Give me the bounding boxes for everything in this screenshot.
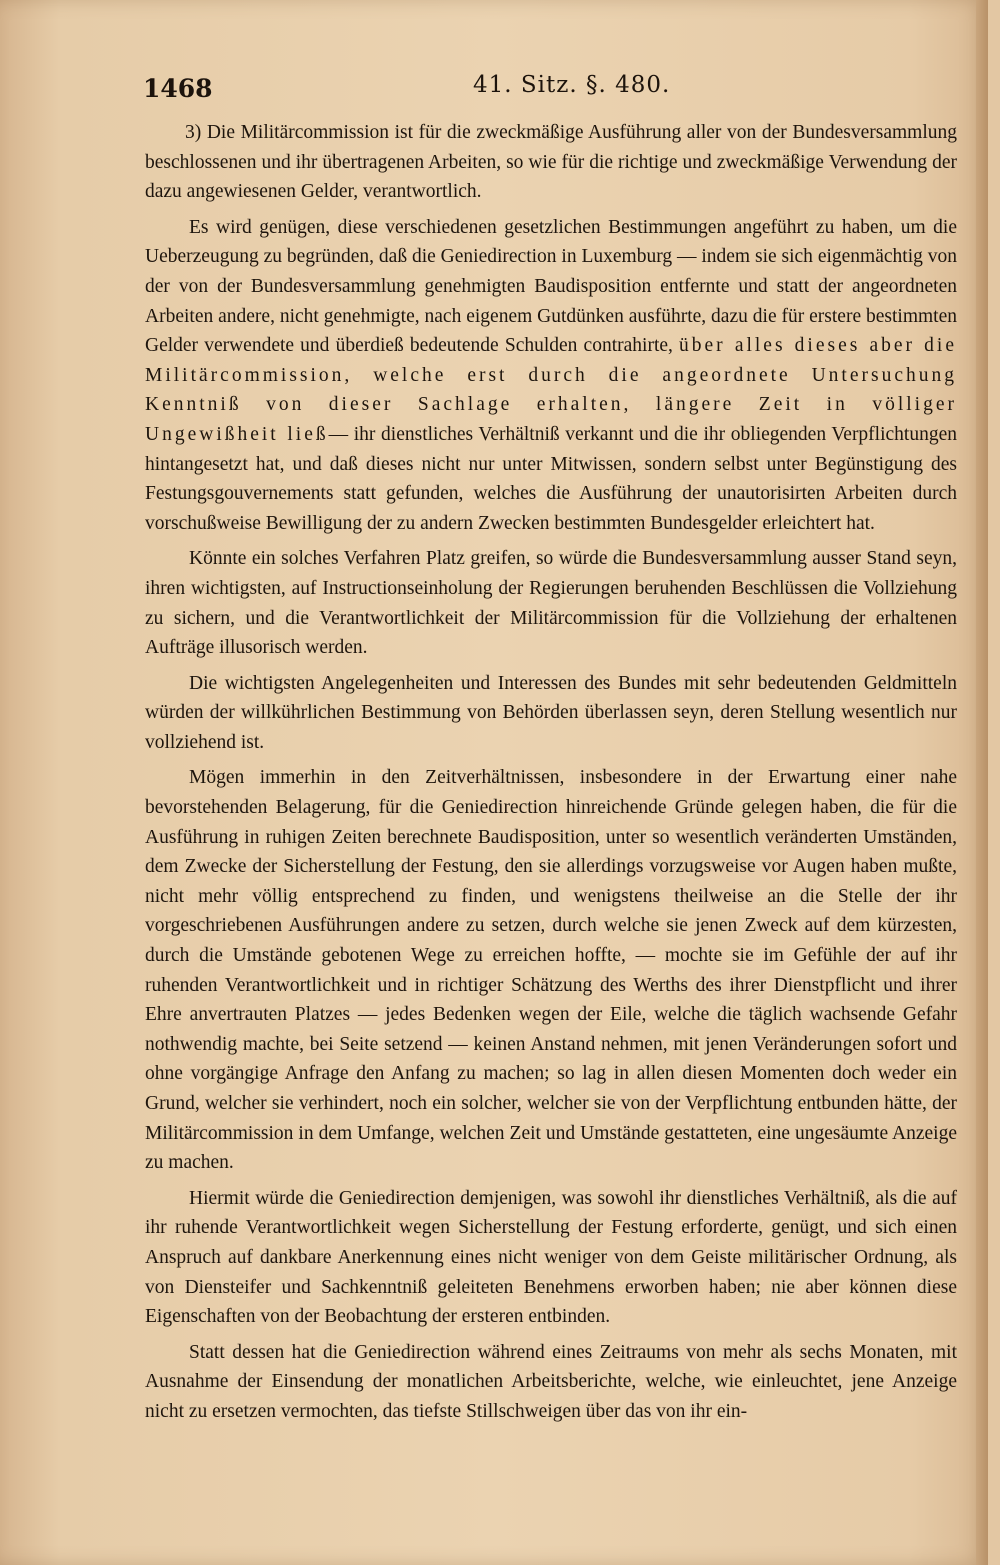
paragraph: Die wichtigsten Angelegenheiten und Interessen des Bundes mit sehr bedeutenden Geldmitteln würden der willkührlichen Bestimmung von Behörden überlassen seyn, deren Stellung wesentlich nur vollziehend ist. xyxy=(145,672,957,753)
page-number: 1468 xyxy=(143,74,213,103)
paragraph: Könnte ein solches Verfahren Platz greifen, so würde die Bundesversammlung ausser Stand seyn, ihren wichtigsten, auf Instructionseinholung der Regierungen beruhenden Beschlüssen die Vollziehung zu sichern, und die Verantwortlichkeit der Militärcommission für die Vollziehung der erhaltenen Aufträge illusorisch werden. xyxy=(145,548,957,659)
paragraph-text: Es wird genügen, diese verschiedenen gesetzlichen Bestimmungen angeführt zu haben, um die Ueberzeugung zu begründen, daß die Geniedirection in Luxemburg — indem sie sich eigenmächtig von der von der Bundesversammlung genehmigten Baudisposition entfernte und statt der angeordneten Arbeiten andere, nicht genehmigte, nach eigenem Gutdünken ausführte, dazu die für erstere bestimmten Gelder verwendete und überdieß bedeutende Schulden contrahirte, xyxy=(145,216,957,357)
page-header xyxy=(143,70,963,110)
paragraph: Statt dessen hat die Geniedirection während eines Zeitraums von mehr als sechs Monaten, mit Ausnahme der Einsendung der monatlichen Arbeitsberichte, welche, wie einleuchtet, jene Anzeige nicht zu ersetzen vermochten, das tiefste Stillschweigen über das von ihr ein- xyxy=(145,1341,957,1422)
paragraph-text: — ihr dienstliches Verhältniß verkannt und die ihr obliegenden Verpflichtungen hintangesetzt hat, und daß dieses nicht nur unter Mitwissen, sondern selbst unter Begünstigung des Festungsgouvernements statt gefunden, welches die Ausführung der unautorisirten Arbeiten durch vorschußweise Bewilligung der zu andern Zwecken bestimmten Bundesgelder erleichtert hat. xyxy=(145,423,957,534)
emphasized-text: über alles dieses aber die Militärcommission, welche erst durch die angeordnete Untersuchung Kenntniß von dieser Sachlage erhalten, längere Zeit in völliger Ungewißheit ließ xyxy=(145,335,957,445)
paragraph: 3) Die Militärcommission ist für die zweckmäßige Ausführung aller von der Bundesversammlung beschlossenen und ihr übertragenen Arbeiten, so wie für die richtige und zweckmäßige Verwendung der dazu angewiesenen Gelder, verantwortlich. xyxy=(145,122,957,203)
page-edge xyxy=(976,0,988,1565)
paragraph: Mögen immerhin in den Zeitverhältnissen, insbesondere in der Erwartung einer nahe bevorstehenden Belagerung, für die Geniedirection hinreichende Gründe gelegen haben, die für die Ausführung in ruhigen Zeiten berechnete Baudisposition, unter so wesentlich veränderten Umständen, dem Zwecke der Sicherstellung der Festung, den sie allerdings vorzugsweise vor Augen haben mußte, nicht mehr völlig entsprechend zu finden, und wenigstens theilweise an die Stelle der ihr vorgeschriebenen Ausführungen andere zu setzen, durch welche sie jenen Zweck auf dem kürzesten, durch die Umstände gebotenen Wege zu erreichen hoffte, — mochte sie im Gefühle der auf ihr ruhenden Verantwortlichkeit und in richtiger Schätzung des Werths des ihrer Dienstpflicht und ihrer Ehre anvertrauten Platzes — jedes Bedenken wegen der Eile, welche die täglich wachsende Gefahr nothwendig machte, bei Seite setzend — keinen Anstand nehmen, mit jenen Veränderungen sofort und ohne vorgängige Anfrage den Anfang zu machen; so lag in allen diesen Momenten doch weder ein Grund, welcher sie verhindert, noch ein solcher, welcher sie von der Verpflichtung entbunden hätte, der Militärcommission in dem Umfange, welchen Zeit und Umstände gestatteten, eine ungesäumte Anzeige zu machen. xyxy=(145,767,957,1174)
running-head: 41. Sitz. §. 480. xyxy=(473,72,671,98)
paragraph: Hiermit würde die Geniedirection demjenigen, was sowohl ihr dienstliches Verhältniß, als die auf ihr ruhende Verantwortlichkeit wegen Sicherstellung der Festung erforderte, genügt, und sich einen Anspruch auf dankbare Anerkennung eines nicht weniger von dem Geiste militärischer Ordnung, als von Diensteifer und Sachkenntniß geleiteten Benehmens erworben haben; nie aber können diese Eigenschaften von der Beobachtung der ersteren entbinden. xyxy=(145,1187,957,1328)
paragraph xyxy=(145,213,957,539)
body-text xyxy=(145,118,957,1433)
